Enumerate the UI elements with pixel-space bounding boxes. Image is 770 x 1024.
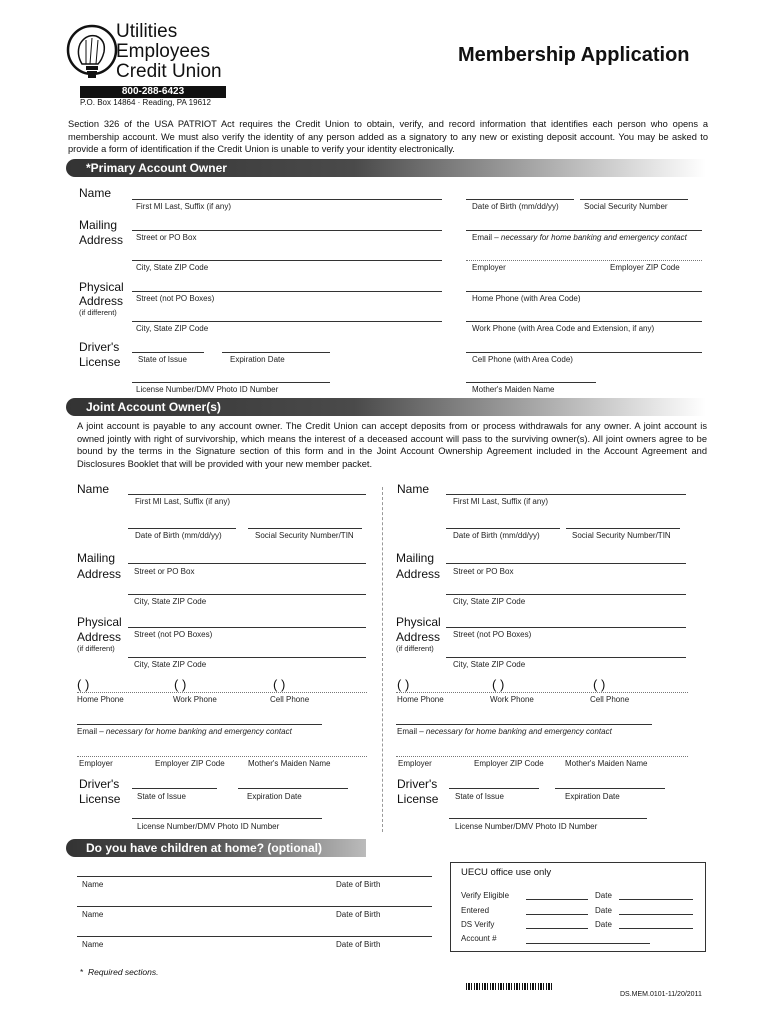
joint1-name-sub: First MI Last, Suffix (if any)	[135, 497, 230, 506]
office-use-title: UECU office use only	[461, 867, 552, 878]
office-ds-date-line[interactable]	[619, 928, 693, 929]
child3-dob-label: Date of Birth	[336, 940, 381, 949]
primary-home-phone-line[interactable]	[466, 291, 702, 292]
child3-name-label: Name	[82, 940, 104, 949]
primary-mailing-address-label: Address	[79, 233, 124, 247]
primary-maiden-line[interactable]	[466, 382, 596, 383]
joint1-cell-phone-label: Cell Phone	[270, 695, 310, 704]
joint1-dob-line[interactable]	[128, 528, 236, 529]
primary-state-issue-label: State of Issue	[138, 355, 187, 364]
joint1-phys-street-label: Street (not PO Boxes)	[134, 630, 213, 639]
primary-work-phone-label: Work Phone (with Area Code and Extension, if any)	[472, 324, 655, 333]
joint2-if-different: (if different)	[396, 644, 434, 653]
child3-line[interactable]	[77, 936, 432, 937]
joint-owner-banner: Joint Account Owner(s)	[66, 398, 706, 416]
joint1-physical-address-label: Address	[77, 630, 122, 644]
joint1-name-label: Name	[77, 482, 110, 496]
office-entered-label: Entered	[461, 906, 490, 915]
joint2-physical-label: Physical	[396, 615, 441, 629]
joint2-email-label: Email – necessary for home banking and emergency contact	[397, 727, 612, 736]
child1-name-label: Name	[82, 880, 104, 889]
primary-employer-line[interactable]	[466, 260, 702, 261]
primary-phys-city-line[interactable]	[132, 321, 442, 322]
primary-mailing-label: Mailing	[79, 218, 118, 232]
primary-work-phone-line[interactable]	[466, 321, 702, 322]
office-verify-date-line[interactable]	[619, 899, 693, 900]
joint2-street-line[interactable]	[446, 563, 686, 564]
joint1-employer-line[interactable]	[77, 756, 367, 757]
primary-dob-label: Date of Birth (mm/dd/yy)	[472, 202, 559, 211]
logo-line3: Credit Union	[116, 61, 222, 82]
joint1-home-paren: ( )	[77, 677, 90, 692]
primary-phys-city-label: City, State ZIP Code	[136, 324, 209, 333]
logo-line1: Utilities	[116, 21, 178, 42]
child1-line[interactable]	[77, 876, 432, 877]
joint2-ssn-label: Social Security Number/TIN	[572, 531, 671, 540]
office-ds-verify-label: DS Verify	[461, 920, 495, 929]
lightbulb-logo-icon	[66, 24, 118, 86]
primary-email-label: Email – necessary for home banking and emergency contact	[472, 233, 687, 242]
joint1-work-phone-label: Work Phone	[173, 695, 217, 704]
primary-owner-banner: *Primary Account Owner	[66, 159, 706, 177]
office-use-box	[450, 862, 706, 952]
joint1-physical-label: Physical	[77, 615, 122, 629]
child2-dob-label: Date of Birth	[336, 910, 381, 919]
joint1-phys-city-label: City, State ZIP Code	[134, 660, 207, 669]
joint2-employer-zip-label: Employer ZIP Code	[474, 759, 544, 768]
child1-dob-label: Date of Birth	[336, 880, 381, 889]
joint2-license-num-label: License Number/DMV Photo ID Number	[455, 822, 598, 831]
joint1-if-different: (if different)	[77, 644, 115, 653]
joint2-cell-paren: ( )	[593, 677, 606, 692]
joint2-state-issue-label: State of Issue	[455, 792, 504, 801]
primary-cell-line[interactable]	[466, 352, 702, 353]
joint2-dob-label: Date of Birth (mm/dd/yy)	[453, 531, 540, 540]
primary-home-phone-label: Home Phone (with Area Code)	[472, 294, 581, 303]
joint2-dob-line[interactable]	[446, 528, 560, 529]
joint2-email-line[interactable]	[396, 724, 652, 725]
primary-name-line[interactable]	[132, 199, 442, 200]
joint1-phys-street-line[interactable]	[128, 627, 366, 628]
joint2-home-paren: ( )	[397, 677, 410, 692]
joint2-license-label: License	[397, 792, 439, 806]
primary-license-num-line[interactable]	[132, 382, 330, 383]
joint1-mailing-label: Mailing	[77, 551, 116, 565]
joint1-expiration-line[interactable]	[238, 788, 348, 789]
joint2-physical-address-label: Address	[396, 630, 441, 644]
joint1-expiration-label: Expiration Date	[247, 792, 302, 801]
children-banner: Do you have children at home? (optional)	[66, 839, 366, 857]
joint1-city-label: City, State ZIP Code	[134, 597, 207, 606]
office-ds-date-label: Date	[595, 920, 612, 929]
joint-paragraph: A joint account is payable to any account owner. The Credit Union can accept deposits from or process withdrawals for any owner. A joint account is owned jointly with right of survivorship, which means the interest of a deceased account will pass to the surviving owner(s). All joint owners agree to be bound by the terms in the Signature section of this form and in the Joint Account Ownership Agreement included in the Account Agreement and Disclosures Booklet that will be provided with your new member packet.	[77, 421, 707, 469]
office-ds-verify-line[interactable]	[526, 928, 588, 929]
joint1-license-num-line[interactable]	[132, 818, 322, 819]
joint2-ssn-line[interactable]	[566, 528, 680, 529]
joint2-name-sub: First MI Last, Suffix (if any)	[453, 497, 548, 506]
logo	[66, 20, 226, 88]
primary-street-label: Street or PO Box	[136, 233, 197, 242]
joint2-work-paren: ( )	[492, 677, 505, 692]
joint2-phys-street-label: Street (not PO Boxes)	[453, 630, 532, 639]
primary-phys-street-line[interactable]	[132, 291, 442, 292]
primary-employer-label: Employer	[472, 263, 506, 272]
joint1-phone-line[interactable]	[77, 692, 367, 693]
joint2-city-line[interactable]	[446, 594, 686, 595]
logo-line2: Employees	[116, 41, 210, 62]
joint2-city-label: City, State ZIP Code	[453, 597, 526, 606]
joint1-city-line[interactable]	[128, 594, 366, 595]
required-note	[80, 967, 158, 977]
primary-email-line[interactable]	[466, 230, 702, 231]
joint1-cell-paren: ( )	[273, 677, 286, 692]
primary-name-label: Name	[79, 186, 112, 200]
joint1-street-line[interactable]	[128, 563, 366, 564]
joint2-phys-street-line[interactable]	[446, 627, 686, 628]
joint1-mailing-address-label: Address	[77, 567, 122, 581]
joint-divider	[382, 487, 383, 832]
joint2-work-phone-label: Work Phone	[490, 695, 534, 704]
office-account-label: Account #	[461, 934, 497, 943]
phone-bar	[80, 86, 226, 98]
page-title: Membership Application	[458, 44, 690, 66]
joint2-state-issue-line[interactable]	[449, 788, 539, 789]
joint2-mailing-address-label: Address	[396, 567, 441, 581]
joint1-phys-city-line[interactable]	[128, 657, 366, 658]
primary-expiration-label: Expiration Date	[230, 355, 285, 364]
joint1-street-label: Street or PO Box	[134, 567, 195, 576]
child2-name-label: Name	[82, 910, 104, 919]
joint1-name-line[interactable]	[128, 494, 366, 495]
joint2-phone-line[interactable]	[396, 692, 688, 693]
primary-drivers-label: Driver's	[79, 340, 120, 354]
joint1-license-label: License	[79, 792, 121, 806]
joint2-license-num-line[interactable]	[449, 818, 647, 819]
required-text: Required sections.	[88, 967, 159, 977]
joint1-home-phone-label: Home Phone	[77, 695, 124, 704]
primary-if-different: (if different)	[79, 308, 117, 317]
barcode	[466, 983, 552, 990]
joint2-cell-phone-label: Cell Phone	[590, 695, 630, 704]
joint2-mailing-label: Mailing	[396, 551, 435, 565]
primary-ssn-label: Social Security Number	[584, 202, 668, 211]
primary-license-label: License	[79, 355, 121, 369]
primary-physical-label: Physical	[79, 280, 124, 294]
office-entered-date-label: Date	[595, 906, 612, 915]
primary-expiration-line[interactable]	[222, 352, 330, 353]
joint2-expiration-line[interactable]	[555, 788, 665, 789]
joint1-work-paren: ( )	[174, 677, 187, 692]
joint1-maiden-label: Mother's Maiden Name	[248, 759, 331, 768]
joint2-employer-line[interactable]	[396, 756, 688, 757]
office-entered-date-line[interactable]	[619, 914, 693, 915]
office-verify-line[interactable]	[526, 899, 588, 900]
form-code: DS.MEM.0101-11/20/2011	[620, 991, 702, 998]
office-account-line[interactable]	[526, 943, 650, 944]
joint2-expiration-label: Expiration Date	[565, 792, 620, 801]
joint1-license-num-label: License Number/DMV Photo ID Number	[137, 822, 280, 831]
primary-cell-label: Cell Phone (with Area Code)	[472, 355, 573, 364]
phone-number: 800-288-6423	[121, 86, 185, 97]
primary-dob-line[interactable]	[466, 199, 574, 200]
primary-name-sub: First MI Last, Suffix (if any)	[136, 202, 231, 211]
joint1-state-issue-label: State of Issue	[137, 792, 186, 801]
primary-ssn-line[interactable]	[580, 199, 688, 200]
joint1-email-label: Email – necessary for home banking and emergency contact	[77, 727, 292, 736]
joint2-name-line[interactable]	[446, 494, 686, 495]
joint1-ssn-label: Social Security Number/TIN	[255, 531, 354, 540]
primary-state-issue-line[interactable]	[132, 352, 204, 353]
mailing-address: P.O. Box 14864 · Reading, PA 19612	[80, 98, 211, 107]
primary-maiden-label: Mother's Maiden Name	[472, 385, 555, 394]
joint2-drivers-label: Driver's	[397, 777, 438, 791]
joint2-phys-city-label: City, State ZIP Code	[453, 660, 526, 669]
primary-city-label: City, State ZIP Code	[136, 263, 209, 272]
joint2-home-phone-label: Home Phone	[397, 695, 444, 704]
primary-street-line[interactable]	[132, 230, 442, 231]
joint2-maiden-label: Mother's Maiden Name	[565, 759, 648, 768]
joint1-employer-label: Employer	[79, 759, 113, 768]
joint2-name-label: Name	[397, 482, 430, 496]
joint1-employer-zip-label: Employer ZIP Code	[155, 759, 225, 768]
primary-license-num-label: License Number/DMV Photo ID Number	[136, 385, 279, 394]
joint2-employer-label: Employer	[398, 759, 432, 768]
joint2-phys-city-line[interactable]	[446, 657, 686, 658]
child2-line[interactable]	[77, 906, 432, 907]
required-asterisk: *	[80, 967, 84, 977]
joint1-email-line[interactable]	[77, 724, 322, 725]
primary-physical-address-label: Address	[79, 294, 124, 308]
joint2-street-label: Street or PO Box	[453, 567, 514, 576]
primary-employer-zip-label: Employer ZIP Code	[610, 263, 680, 272]
joint1-ssn-line[interactable]	[248, 528, 362, 529]
office-verify-date-label: Date	[595, 891, 612, 900]
joint1-dob-label: Date of Birth (mm/dd/yy)	[135, 531, 222, 540]
joint1-state-issue-line[interactable]	[132, 788, 217, 789]
office-verify-label: Verify Eligible	[461, 891, 510, 900]
joint1-drivers-label: Driver's	[79, 777, 120, 791]
primary-phys-street-label: Street (not PO Boxes)	[136, 294, 215, 303]
office-entered-line[interactable]	[526, 914, 588, 915]
intro-paragraph: Section 326 of the USA PATRIOT Act requires the Credit Union to obtain, verify, and record information that identifies each person who opens a membership account. We must also verify the identity of any person added as a signatory to any new or existing deposit account. You may be asked to provide a form of identification if the Credit Union is unable to verify your identity electronically.	[68, 119, 708, 154]
primary-city-line[interactable]	[132, 260, 442, 261]
